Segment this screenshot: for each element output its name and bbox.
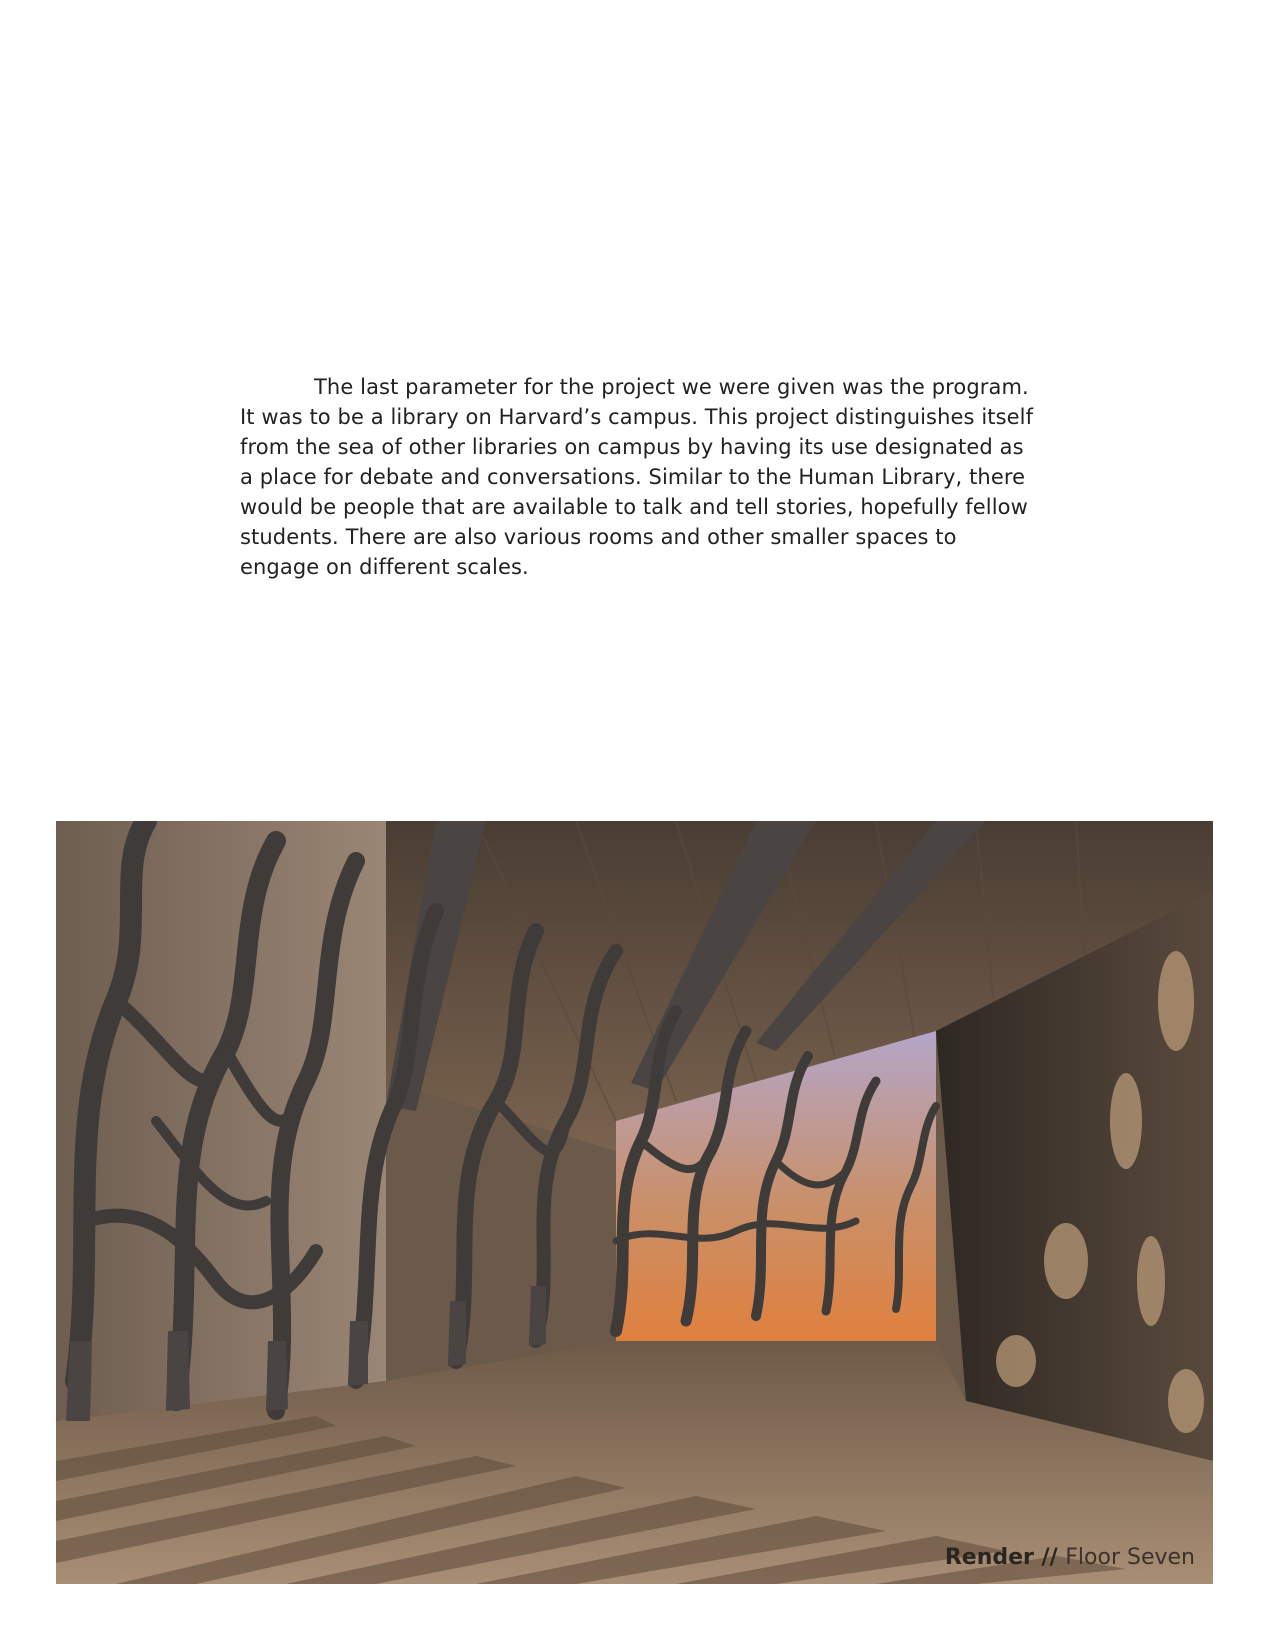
render-illustration (56, 821, 1213, 1584)
render-image (56, 821, 1213, 1584)
caption-title: Render (944, 1545, 1034, 1570)
body-paragraph: The last parameter for the project we were given was the program. It was to be a library on Harvard’s campus. This project distinguishes itself from the sea of other libraries on campus by having its use designated as a place for debate and conversations. Similar to the Human Library, there would be people that are available to talk and tell stories, hopefully fellow students. There are also various rooms and other smaller spaces to engage on different scales. (240, 375, 1034, 579)
figure-caption (945, 1545, 1195, 1570)
caption-subtitle: Floor Seven (1065, 1545, 1195, 1570)
caption-separator: // (1033, 1545, 1066, 1570)
